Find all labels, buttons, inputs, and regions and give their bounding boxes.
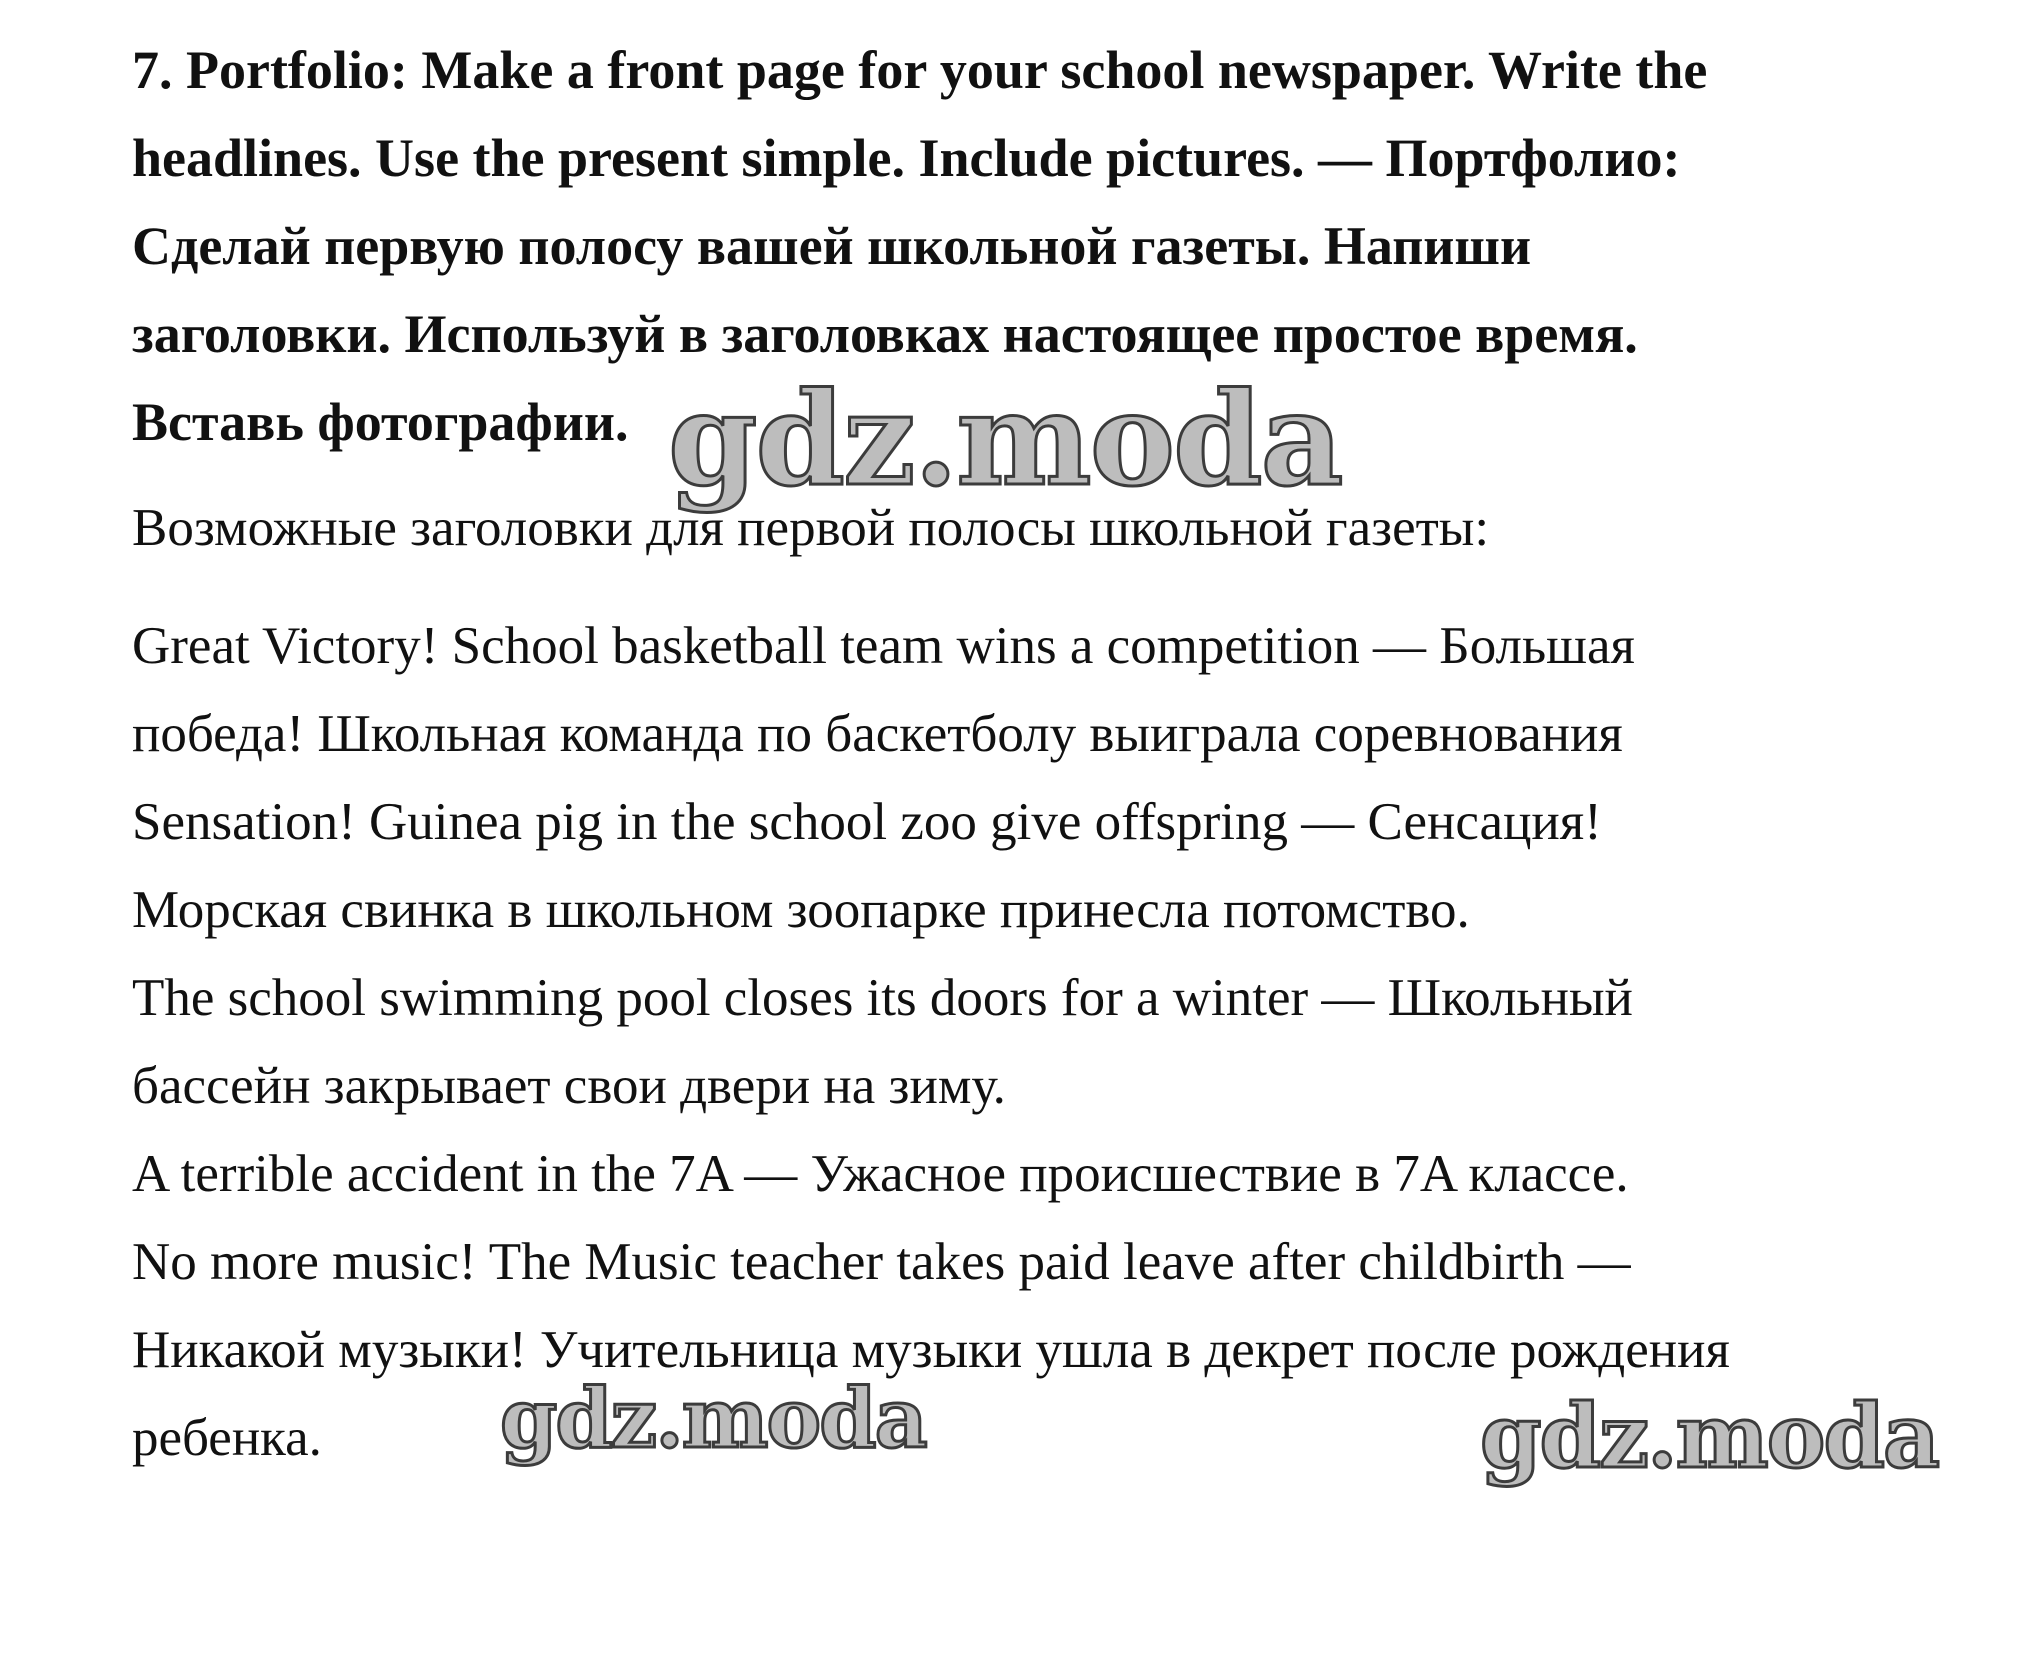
headline-line: ребенка. (132, 1409, 322, 1467)
task-line: заголовки. Используй в заголовках настоящее простое время. (132, 304, 1638, 364)
headline-line: Никакой музыки! Учительница музыки ушла в декрет после рождения (132, 1321, 1730, 1379)
headline-line: The school swimming pool closes its doors for a winter — Школьный (132, 969, 1633, 1027)
task-line: headlines. Use the present simple. Include pictures. — Портфолио: (132, 128, 1681, 188)
headline-line: Sensation! Guinea pig in the school zoo give offspring — Сенсация! (132, 793, 1602, 851)
headline-line: Морская свинка в школьном зоопарке принесла потомство. (132, 881, 1470, 939)
watermark-logo: gdz.moda (1480, 1384, 1939, 1488)
headline-line: Great Victory! School basketball team wins a competition — Большая (132, 617, 1635, 675)
task-line: Сделай первую полосу вашей школьной газеты. Напиши (132, 216, 1532, 276)
task-line: 7. Portfolio: Make a front page for your school newspaper. Write the (132, 40, 1708, 100)
document-page (132, 26, 1932, 1482)
headline-list (132, 602, 1932, 1482)
headline-line: A terrible accident in the 7A — Ужасное происшествие в 7A классе. (132, 1145, 1629, 1203)
headline-line: бассейн закрывает свои двери на зиму. (132, 1057, 1006, 1115)
task-line: Вставь фотографии. (132, 392, 629, 452)
headline-line: победа! Школьная команда по баскетболу выиграла соревнования (132, 705, 1623, 763)
watermark-logo: gdz.moda (500, 1371, 926, 1467)
watermark-logo: gdz.moda (668, 365, 1342, 515)
answer-intro: Возможные заголовки для первой полосы школьной газеты: (132, 499, 1490, 557)
headline-line: No more music! The Music teacher takes paid leave after childbirth — (132, 1233, 1631, 1291)
